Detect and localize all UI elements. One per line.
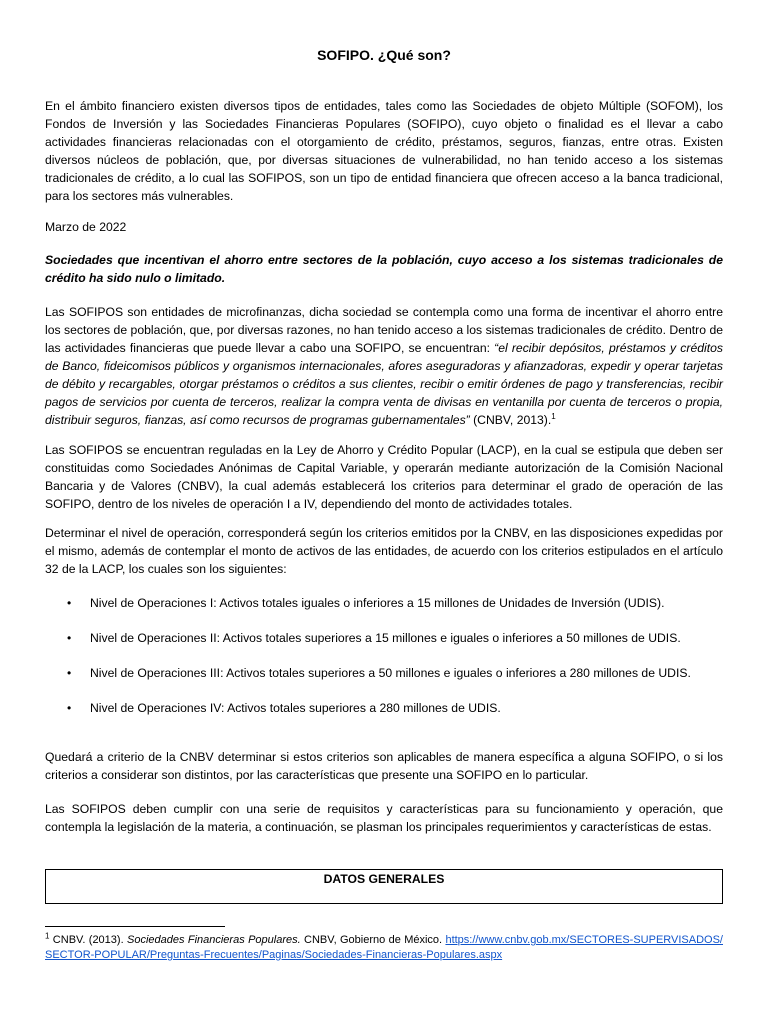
list-item-text: Nivel de Operaciones I: Activos totales iguales o inferiores a 15 millones de Unidades de Inversión (UDIS). [90, 596, 665, 610]
footnote-separator [45, 926, 225, 927]
bullet-icon: • [67, 701, 72, 715]
requirements-paragraph: Las SOFIPOS deben cumplir con una serie de requisitos y características para su funcionamiento y operación, que contempla la legislación de la materia, a continuación, se plasman los principales requerimientos y características de estas. [45, 802, 723, 834]
footnote [45, 933, 723, 963]
citation: (CNBV, 2013). [469, 413, 552, 427]
date-line: Marzo de 2022 [45, 220, 127, 234]
general-data-heading: DATOS GENERALES [323, 872, 445, 886]
document-title: SOFIPO. ¿Qué son? [317, 47, 451, 63]
list-item [45, 594, 723, 629]
bullet-icon: • [67, 666, 72, 680]
footnote-source-title: Sociedades Financieras Populares. [127, 934, 301, 946]
cnbv-criteria-paragraph: Quedará a criterio de la CNBV determinar si estos criterios son aplicables de manera específica a alguna SOFIPO, o si los criterios a considerar son distintos, por las características que presente una SOFIPO en lo particular. [45, 750, 723, 782]
list-item-text: Nivel de Operaciones II: Activos totales superiores a 15 millones e iguales o inferiores a 50 millones de UDIS. [90, 631, 681, 645]
footnote-link[interactable]: https://www.cnbv.gob.mx/SECTORES-SUPERVISADOS/SECTOR-POPULAR/Preguntas-Frecuentes/Paginas/Sociedades-Financieras-Populares.aspx [45, 934, 723, 961]
activities-quote: “el recibir depósitos, préstamos y créditos de Banco, fideicomisos públicos y organismos internacionales, afores aseguradoras y afianzadoras, expedir y operar tarjetas de débito y recargables, otorgar préstamos o créditos a sus clientes, recibir o emitir órdenes de pago y transferencias, recibir pagos de servicios por cuenta de terceros, realizar la compra venta de divisas en ventanilla por cuenta de terceros o propia, distribuir seguros, fianzas, así como recursos de programas gubernamentales” [45, 341, 723, 427]
operation-level-paragraph: Determinar el nivel de operación, corresponderá según los criterios emitidos por la CNBV, en las disposiciones expedidas por el mismo, además de contemplar el monto de activos de las entidades, de acuerdo con los criterios estipulados en el artículo 32 de la LACP, los cuales son los siguientes: [45, 526, 723, 576]
sofipo-activities-paragraph [45, 303, 723, 429]
general-data-table [45, 869, 723, 904]
operation-levels-list [45, 594, 723, 734]
section-subtitle: Sociedades que incentivan el ahorro entre sectores de la población, cuyo acceso a los sistemas tradicionales de crédito ha sido nulo o limitado. [45, 253, 723, 285]
footnote-publisher: CNBV, Gobierno de México. [300, 934, 446, 946]
footnote-number: 1 [45, 931, 50, 941]
list-item [45, 699, 723, 734]
intro-paragraph: En el ámbito financiero existen diversos tipos de entidades, tales como las Sociedades de objeto Múltiple (SOFOM), los Fondos de Inversión y las Sociedades Financieras Populares (SOFIPO), cuyo objeto o finalidad es el llevar a cabo actividades financieras relacionadas con el otorgamiento de crédito, préstamos, seguros, fianzas, entre otras. Existen diversos núcleos de población, que, por diversas situaciones de vulnerabilidad, no han tenido acceso a los sistemas tradicionales de crédito, a lo cual las SOFIPOS, son un tipo de entidad financiera que ofrecen acceso a la banca tradicional, para los sectores más vulnerables. [45, 99, 723, 203]
paragraph-text: Las SOFIPOS son entidades de microfinanzas, dicha sociedad se contempla como una forma de incentivar el ahorro entre los sectores de población, que, por diversas razones, no han tenido acceso a los sistemas tradicionales de crédito. Dentro de las actividades financieras que puede llevar a cabo una SOFIPO, se encuentran: [45, 305, 723, 355]
footnote-reference[interactable]: 1 [551, 411, 556, 421]
bullet-icon: • [67, 596, 72, 610]
list-item-text: Nivel de Operaciones IV: Activos totales superiores a 280 millones de UDIS. [90, 701, 501, 715]
footnote-text: CNBV. (2013). [49, 934, 127, 946]
list-item-text: Nivel de Operaciones III: Activos totales superiores a 50 millones e iguales o inferiores a 280 millones de UDIS. [90, 666, 691, 680]
list-item [45, 664, 723, 699]
list-item [45, 629, 723, 664]
bullet-icon: • [67, 631, 72, 645]
regulation-paragraph: Las SOFIPOS se encuentran reguladas en la Ley de Ahorro y Crédito Popular (LACP), en la cual se estipula que deben ser constituidas como Sociedades Anónimas de Capital Variable, y operarán mediante autorización de la Comisión Nacional Bancaria y de Valores (CNBV), la cual además establecerá los criterios para determinar el grado de operación de las SOFIPO, dentro de los niveles de operación I a IV, dependiendo del monto de actividades totales. [45, 443, 723, 511]
